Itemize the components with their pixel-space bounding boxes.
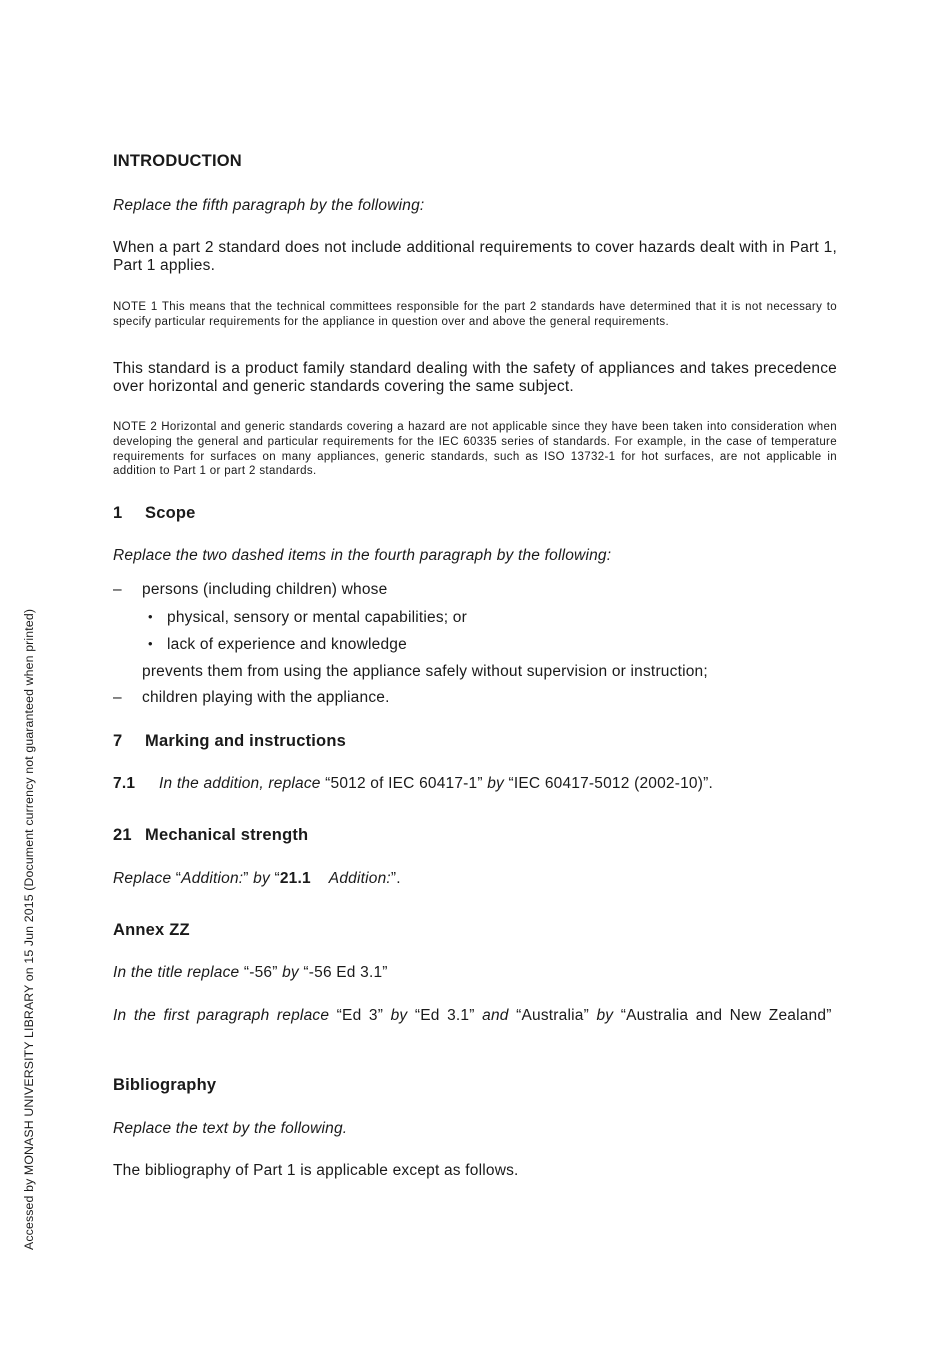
mechanical-instruction xyxy=(113,870,837,888)
access-watermark: Accessed by MONASH UNIVERSITY LIBRARY on 15 Jun 2015 (Document currency not guaranteed when printed) xyxy=(22,608,36,1250)
replace-word: Replace xyxy=(113,870,172,887)
mechanical-number: 21 xyxy=(113,826,132,844)
annex-instruction-2 xyxy=(113,1007,837,1025)
note-1: NOTE 1 This means that the technical committees responsible for the part 2 standards have determined that it is not necessary to specify particular requirements for the appliance in question over and above the general requirements. xyxy=(113,301,837,328)
annex-text: by xyxy=(390,1007,408,1024)
annex-text: In the title replace xyxy=(113,964,240,981)
clause-new-text: “IEC 60417-5012 (2002-10)”. xyxy=(504,775,713,792)
clause-old-text: “5012 of IEC 60417-1” xyxy=(320,775,488,792)
introduction-paragraph-2: This standard is a product family standard dealing with the safety of appliances and takes precedence over horizontal and generic standards covering the same subject. xyxy=(113,360,837,395)
introduction-paragraph-1: When a part 2 standard does not include additional requirements to cover hazards dealt with in Part 1, Part 1 applies. xyxy=(113,239,837,274)
dash-marker: – xyxy=(113,689,122,706)
annex-text: by xyxy=(596,1007,614,1024)
old-label: Addition: xyxy=(181,870,244,887)
clause-by: by xyxy=(487,775,505,792)
annex-text: In the first paragraph replace xyxy=(113,1007,330,1024)
marking-heading xyxy=(113,732,837,751)
annex-heading: Annex ZZ xyxy=(113,921,190,939)
list-item xyxy=(113,581,837,599)
bibliography-instruction: Replace the text by the following. xyxy=(113,1120,348,1137)
subclause-number: 21.1 xyxy=(279,870,311,887)
annex-text: “Australia and New Zealand” xyxy=(613,1007,832,1024)
annex-text: by xyxy=(282,964,299,981)
annex-text: “Ed 3” xyxy=(329,1007,391,1024)
bullet-marker: • xyxy=(148,609,153,624)
list-continuation-text: prevents them from using the appliance safely without supervision or instruction; xyxy=(142,663,708,680)
annex-text: “Ed 3.1” xyxy=(407,1007,483,1024)
bullet-item xyxy=(113,609,837,627)
bullet-item xyxy=(113,636,837,654)
clause-7-1 xyxy=(113,775,837,793)
list-item xyxy=(113,689,837,707)
note-2: NOTE 2 Horizontal and generic standards covering a hazard are not applicable since they have been taken into consideration when developing the general and particular requirements for the IEC 60335 series of standards. For example, in the case of temperature requirements for surfaces on many appliances, generic standards, such as ISO 13732-1 for hot surfaces, are not applicable in addition to Part 1 or part 2 standards. xyxy=(113,421,837,478)
list-item-text: persons (including children) whose xyxy=(142,581,388,598)
quote-close: ” xyxy=(243,870,254,887)
introduction-heading: INTRODUCTION xyxy=(113,152,242,170)
quote-open-2: “ xyxy=(269,870,280,887)
introduction-instruction: Replace the fifth paragraph by the following: xyxy=(113,197,425,214)
scope-number: 1 xyxy=(113,504,123,522)
list-continuation xyxy=(113,663,837,681)
clause-number: 7.1 xyxy=(113,775,136,792)
bibliography-heading: Bibliography xyxy=(113,1076,217,1094)
bullet-marker: • xyxy=(148,636,153,651)
quote-open: “ xyxy=(171,870,182,887)
by-word: by xyxy=(253,870,270,887)
marking-number: 7 xyxy=(113,732,123,750)
list-item-text: children playing with the appliance. xyxy=(142,689,390,706)
mechanical-title: Mechanical strength xyxy=(145,826,309,844)
mechanical-heading xyxy=(113,826,837,845)
annex-text: “-56” xyxy=(239,964,283,981)
scope-title: Scope xyxy=(145,504,196,522)
marking-title: Marking and instructions xyxy=(145,732,346,750)
bullet-item-text: lack of experience and knowledge xyxy=(167,636,407,653)
annex-instruction-1 xyxy=(113,964,837,982)
bullet-item-text: physical, sensory or mental capabilities; or xyxy=(167,609,467,626)
annex-text: “Australia” xyxy=(508,1007,597,1024)
scope-heading xyxy=(113,504,837,523)
annex-text: and xyxy=(482,1007,509,1024)
bibliography-text: The bibliography of Part 1 is applicable except as follows. xyxy=(113,1162,519,1179)
quote-close-2: ”. xyxy=(390,870,401,887)
dash-marker: – xyxy=(113,581,122,598)
new-label: Addition: xyxy=(328,870,391,887)
scope-instruction: Replace the two dashed items in the fourth paragraph by the following: xyxy=(113,547,612,564)
clause-instruction: In the addition, replace xyxy=(159,775,321,792)
annex-text: “-56 Ed 3.1” xyxy=(298,964,388,981)
